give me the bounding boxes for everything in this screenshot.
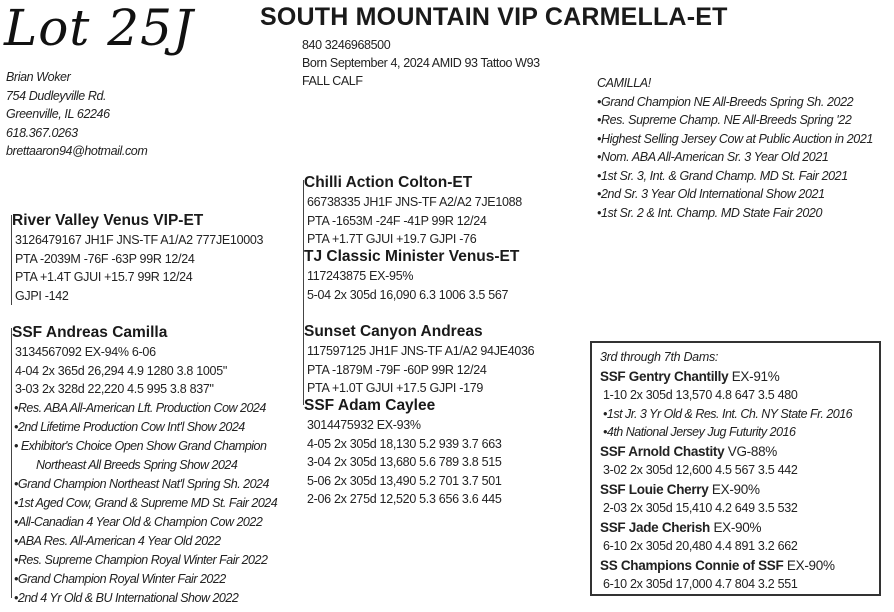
award-item: •2nd Sr. 3 Year Old International Show 2021 — [597, 187, 825, 201]
dams-heading: 3rd through 7th Dams: — [600, 350, 719, 364]
dam-6-name: SSF Jade Cherish — [600, 519, 710, 535]
dam-dam-line: 5-06 2x 305d 13,490 5.2 701 3.7 501 — [307, 473, 502, 488]
owner-email: brettaaron94@hotmail.com — [6, 144, 148, 158]
dam-name: SSF Andreas Camilla — [12, 324, 168, 341]
dam-line: 3134567092 EX-94% 6-06 — [15, 345, 156, 359]
sire-sire-line: PTA -1653M -24F -41P 99R 12/24 — [307, 213, 487, 228]
sire-block — [12, 211, 263, 305]
dam-award: •1st Aged Cow, Grand & Supreme MD St. Fair 2024 — [14, 495, 278, 510]
award-item: •1st Sr. 3, Int. & Grand Champ. MD St. Fair 2021 — [597, 168, 848, 183]
sire-sire-block — [304, 173, 522, 249]
owner-city: Greenville, IL 62246 — [6, 107, 110, 121]
sire-sire-name: Chilli Action Colton-ET — [304, 174, 473, 191]
dam-5-score: EX-90% — [708, 481, 760, 497]
dam-dam-line: 3-04 2x 305d 13,680 5.6 789 3.8 515 — [307, 455, 502, 469]
sire-dam-line: 117243875 EX-95% — [307, 269, 414, 283]
dam-award: •ABA Res. All-American 4 Year Old 2022 — [14, 533, 221, 548]
lot-number: Lot 25J — [4, 0, 194, 57]
dam-award: •Grand Champion Royal Winter Fair 2022 — [14, 571, 226, 586]
sire-line: PTA -2039M -76F -63P 99R 12/24 — [15, 251, 195, 266]
award-item: •1st Sr. 2 & Int. Champ. MD State Fair 2020 — [597, 205, 823, 220]
sire-sire-line: 66738335 JH1F JNS-TF A2/A2 7JE1088 — [307, 195, 522, 209]
owner-name: Brian Woker — [6, 70, 71, 84]
class-label: FALL CALF — [302, 74, 363, 88]
dam-block — [12, 323, 277, 608]
dam-award: •2nd 4 Yr Old & BU International Show 2022 — [14, 590, 239, 605]
camilla-awards — [597, 74, 873, 222]
sire-dam-name: TJ Classic Minister Venus-ET — [304, 248, 520, 265]
dam-sire-line: PTA +1.0T GJUI +17.5 GJPI -179 — [307, 381, 484, 395]
dam-award: Northeast All Breeds Spring Show 2024 — [36, 457, 238, 472]
dam-6-name-row — [600, 518, 879, 538]
dam-dam-name: SSF Adam Caylee — [304, 397, 436, 414]
award-item: •Res. Supreme Champ. NE All-Breeds Spring '22 — [597, 113, 852, 127]
dam-line: 3-03 2x 328d 22,220 4.5 995 3.8 837" — [15, 382, 214, 396]
award-item: •Highest Selling Jersey Cow at Public Auction in 2021 — [597, 131, 873, 146]
dam-sire-name: Sunset Canyon Andreas — [304, 323, 483, 340]
dam-3-score: EX-91% — [728, 368, 780, 384]
sire-line: GJPI -142 — [15, 288, 69, 303]
birth-date: Born September 4, 2024 AMID 93 Tattoo W93 — [302, 56, 540, 70]
dam-3-name-row — [600, 367, 879, 387]
sire-line: 3126479167 JH1F JNS-TF A1/A2 777JE10003 — [15, 233, 264, 247]
sire-sire-line: PTA +1.7T GJUI +19.7 GJPI -76 — [307, 232, 477, 246]
dam-7-name-row — [600, 556, 879, 576]
dam-6-record: 6-10 2x 305d 20,480 4.4 891 3.2 662 — [603, 539, 798, 553]
dam-3-award: •1st Jr. 3 Yr Old & Res. Int. Ch. NY State Fr. 2016 — [603, 406, 853, 421]
owner-contact — [6, 68, 147, 161]
dam-4-score: VG-88% — [724, 443, 777, 459]
dam-award: •Grand Champion Northeast Nat'l Spring Sh. 2024 — [14, 476, 269, 491]
ancestral-dams-box — [590, 341, 881, 596]
dam-7-record: 6-10 2x 305d 17,000 4.7 804 3.2 551 — [603, 577, 798, 591]
sire-dam-line: 5-04 2x 305d 16,090 6.3 1006 3.5 567 — [307, 287, 509, 302]
registration-number: 840 3246968500 — [302, 38, 391, 52]
dam-3-record: 1-10 2x 305d 13,570 4.8 647 3.5 480 — [603, 388, 798, 402]
dam-sire-line: PTA -1879M -79F -60P 99R 12/24 — [307, 362, 487, 377]
page-title: SOUTH MOUNTAIN VIP CARMELLA-ET — [260, 3, 728, 31]
dam-5-name-row — [600, 480, 879, 500]
dam-4-record: 3-02 2x 305d 12,600 4.5 567 3.5 442 — [603, 463, 798, 477]
dam-5-name: SSF Louie Cherry — [600, 481, 709, 497]
dam-7-name: SS Champions Connie of SSF — [600, 557, 784, 573]
sire-line: PTA +1.4T GJUI +15.7 99R 12/24 — [15, 270, 193, 284]
dam-dam-line: 4-05 2x 305d 18,130 5.2 939 3.7 663 — [307, 436, 502, 451]
dam-5-record: 2-03 2x 305d 15,410 4.2 649 3.5 532 — [603, 501, 798, 515]
dam-4-name: SSF Arnold Chastity — [600, 443, 725, 459]
award-item: •Grand Champion NE All-Breeds Spring Sh. 2022 — [597, 94, 854, 109]
awards-heading: CAMILLA! — [597, 76, 651, 90]
dam-3-award: •4th National Jersey Jug Futurity 2016 — [603, 425, 796, 439]
dam-line: 4-04 2x 365d 26,294 4.9 1280 3.8 1005" — [15, 363, 227, 378]
dam-6-score: EX-90% — [710, 519, 762, 535]
award-item: •Nom. ABA All-American Sr. 3 Year Old 2021 — [597, 150, 829, 164]
dam-award: •All-Canadian 4 Year Old & Champion Cow 2022 — [14, 514, 263, 529]
owner-street: 754 Dudleyville Rd. — [6, 88, 107, 103]
dam-sire-block — [304, 322, 534, 398]
dam-award: •2nd Lifetime Production Cow Int'l Show 2024 — [14, 419, 245, 434]
animal-info — [302, 36, 540, 90]
dam-7-score: EX-90% — [783, 557, 835, 573]
dam-3-name: SSF Gentry Chantilly — [600, 368, 729, 384]
sire-name: River Valley Venus VIP-ET — [12, 212, 204, 229]
dam-dam-line: 3014475932 EX-93% — [307, 418, 421, 432]
dam-dam-block — [304, 396, 502, 509]
dam-award: • Exhibitor's Choice Open Show Grand Champion — [14, 438, 267, 453]
dam-sire-line: 117597125 JH1F JNS-TF A1/A2 94JE4036 — [307, 344, 535, 358]
dam-award: •Res. ABA All-American Lft. Production Cow 2024 — [14, 400, 266, 415]
dam-dam-line: 2-06 2x 275d 12,520 5.3 656 3.6 445 — [307, 492, 502, 506]
dam-award: •Res. Supreme Champion Royal Winter Fair 2022 — [14, 552, 268, 567]
sire-dam-block — [304, 247, 519, 304]
dam-4-name-row — [600, 442, 879, 462]
owner-phone: 618.367.0263 — [6, 125, 78, 140]
